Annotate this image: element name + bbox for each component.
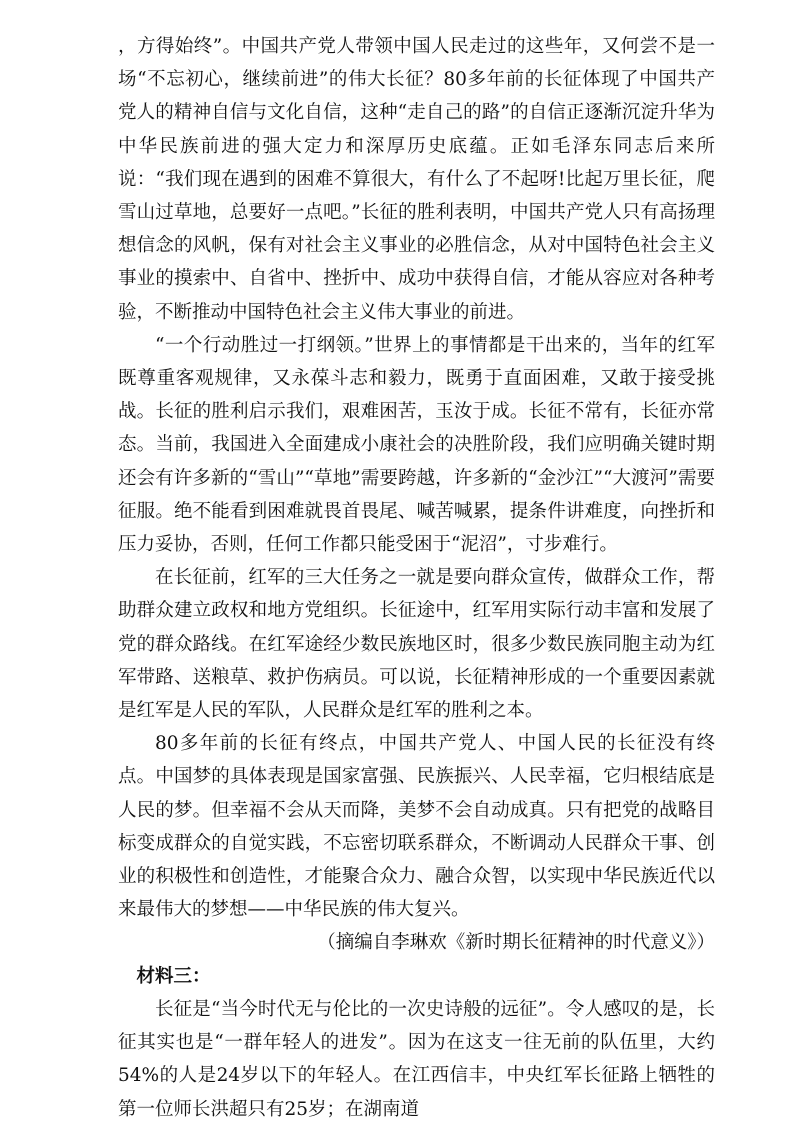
material-three-heading: 材料三：	[136, 965, 211, 987]
paragraph-action: “一个行动胜过一打纲领。”世界上的事情都是干出来的，当年的红军既尊重客观规律，又永葆斗志和毅力，既勇于直面困难，又敢于接受挑战。长征的胜利启示我们，艰难困苦，玉汝于成。长征不常有，长征亦常态。当前，我国进入全面建成小康社会的决胜阶段，我们应明确关键时期还会有许多新的“雪山”“草地”需要跨越，许多新的“金沙江”“大渡河”需要征服。绝不能看到困难就畏首畏尾、喊苦喊累，提条件讲难度，向挫折和压力妥协，否则，任何工作都只能受困于“泥沼”，寸步难行。	[118, 334, 715, 556]
paragraph-conclusion: ，方得始终”。中国共产党人带领中国人民走过的这些年，又何尝不是一场“不忘初心，继续前进”的伟大长征？80多年前的长征体现了中国共产党人的精神自信与文化自信，这种“走自己的路”的自信正逐渐沉淀升华为中华民族前进的强大定力和深厚历史底蕴。正如毛泽东同志后来所说：“我们现在遇到的困难不算很大，有什么了不起呀!比起万里长征，爬雪山过草地，总要好一点吧。”长征的胜利表明，中国共产党人只有高扬理想信念的风帆，保有对社会主义事业的必胜信念，从对中国特色社会主义事业的摸索中、自省中、挫折中、成功中获得自信，才能从容应对各种考验，不断推动中国特色社会主义伟大事业的前进。	[118, 36, 715, 323]
paragraph-chinese-dream: 80多年前的长征有终点，中国共产党人、中国人民的长征没有终点。中国梦的具体表现是国家富强、民族振兴、人民幸福，它归根结底是人民的梦。但幸福不会从天而降，美梦不会自动成真。只有把党的战略目标变成群众的自觉实践，不忘密切联系群众，不断调动人民群众干事、创业的积极性和创造性，才能聚合众力、融合众智，以实现中华民族近代以来最伟大的梦想——中华民族的伟大复兴。	[118, 733, 715, 921]
material-three-paragraph: 长征是“当今时代无与伦比的一次史诗般的远征”。令人感叹的是，长征其实也是“一群年轻人的进发”。因为在这支一往无前的队伍里，大约54%的人是24岁以下的年轻人。在江西信丰，中央红军长征路上牺牲的第一位师长洪超只有25岁；在湖南道	[118, 998, 715, 1120]
paragraph-masses: 在长征前，红军的三大任务之一就是要向群众宣传，做群众工作，帮助群众建立政权和地方党组织。长征途中，红军用实际行动丰富和发展了党的群众路线。在红军途经少数民族地区时，很多少数民族同胞主动为红军带路、送粮草、救护伤病员。可以说，长征精神形成的一个重要因素就是红军是人民的军队，人民群众是红军的胜利之本。	[118, 567, 715, 722]
source-citation: （摘编自李琳欢《新时期长征精神的时代意义》）	[317, 932, 715, 954]
document-page	[118, 30, 715, 1126]
